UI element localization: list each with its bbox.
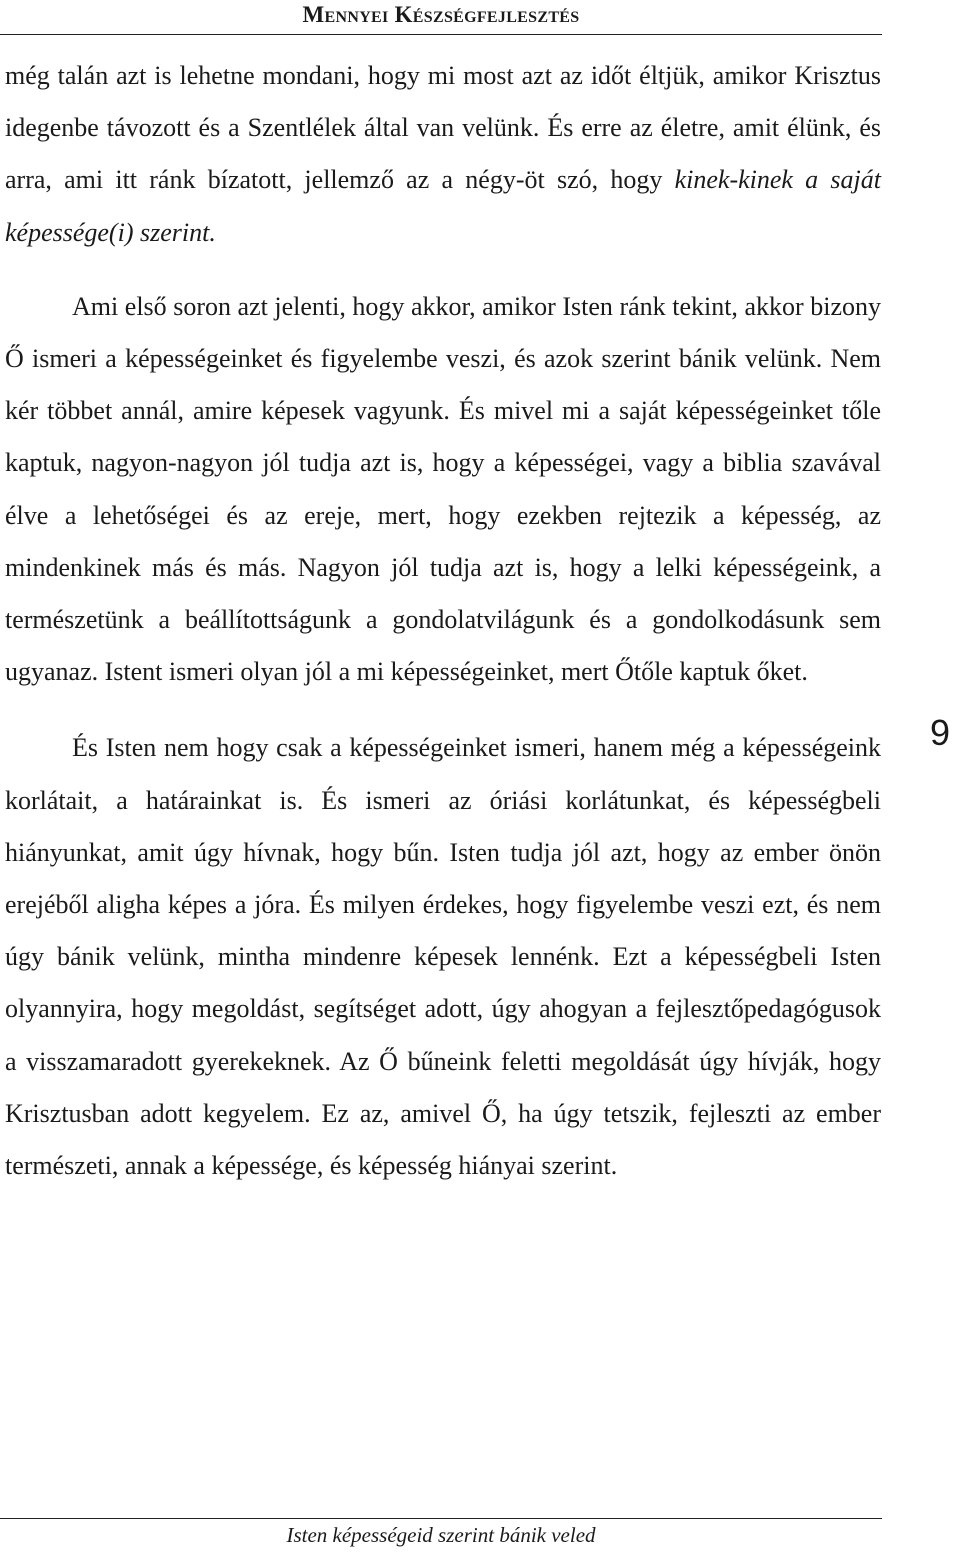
running-title: Mennyei Készségfejlesztés <box>302 2 580 27</box>
paragraph-1 <box>5 50 881 259</box>
paragraph-1-italic: kinek-kinek a saját képessége(i) szerint. <box>5 165 881 247</box>
page-number: 9 <box>930 712 951 753</box>
body-text <box>5 50 881 1192</box>
paragraph-1-text: még talán azt is lehetne mondani, hogy mi most azt az időt éltjük, amikor Krisztus idegenbe távozott és a Szentlélek által van velünk. És erre az életre, amit élünk, és arra, ami itt ránk bízatott, jellemző az a négy-öt szó, hogy <box>5 61 881 195</box>
paragraph-3: És Isten nem hogy csak a képességeinket ismeri, hanem még a képességeink korlátait, a határainkat is. És ismeri az óriási korlátunkat, és képességbeli hiányunkat, amit úgy hívnak, hogy bűn. Isten tudja jól azt, hogy az ember önön erejéből aligha képes a jóra. És milyen érdekes, hogy figyelembe veszi ezt, és nem úgy bánik velünk, mintha mindenre képesek lennénk. Ezt a képességbeli Isten olyannyira, hogy megoldást, segítséget adott, úgy ahogyan a fejlesztőpedagógusok a visszamaradott gyerekeknek. Az Ő bűneink feletti megoldását úgy hívják, hogy Krisztusban adott kegyelem. Ez az, amivel Ő, ha úgy tetszik, fejleszti az ember természeti, annak a képessége, és képesség hiányai szerint. <box>5 733 881 1181</box>
paragraph-2: Ami első soron azt jelenti, hogy akkor, amikor Isten ránk tekint, akkor bizony Ő ismeri a képességeinket és figyelembe veszi, és azok szerint bánik velünk. Nem kér többet annál, amire képesek vagyunk. És mivel mi a saját képességeinket tőle kaptuk, nagyon-nagyon jól tudja azt is, hogy a képességei, vagy a biblia szavával élve a lehetőségei és az ereje, mert, hogy ezekben rejtezik a képesség, az mindenkinek más és más. Nagyon jól tudja azt is, hogy a lelki képességeink, a természetünk a beállítottságunk a gondolatvilágunk és a gondolkodásunk sem ugyanaz. Istent ismeri olyan jól a mi képességeinket, mert Őtőle kaptuk őket. <box>5 291 881 687</box>
running-footer: Isten képességeid szerint bánik veled <box>286 1523 596 1547</box>
page-header <box>0 0 882 35</box>
page-footer <box>0 1518 882 1548</box>
